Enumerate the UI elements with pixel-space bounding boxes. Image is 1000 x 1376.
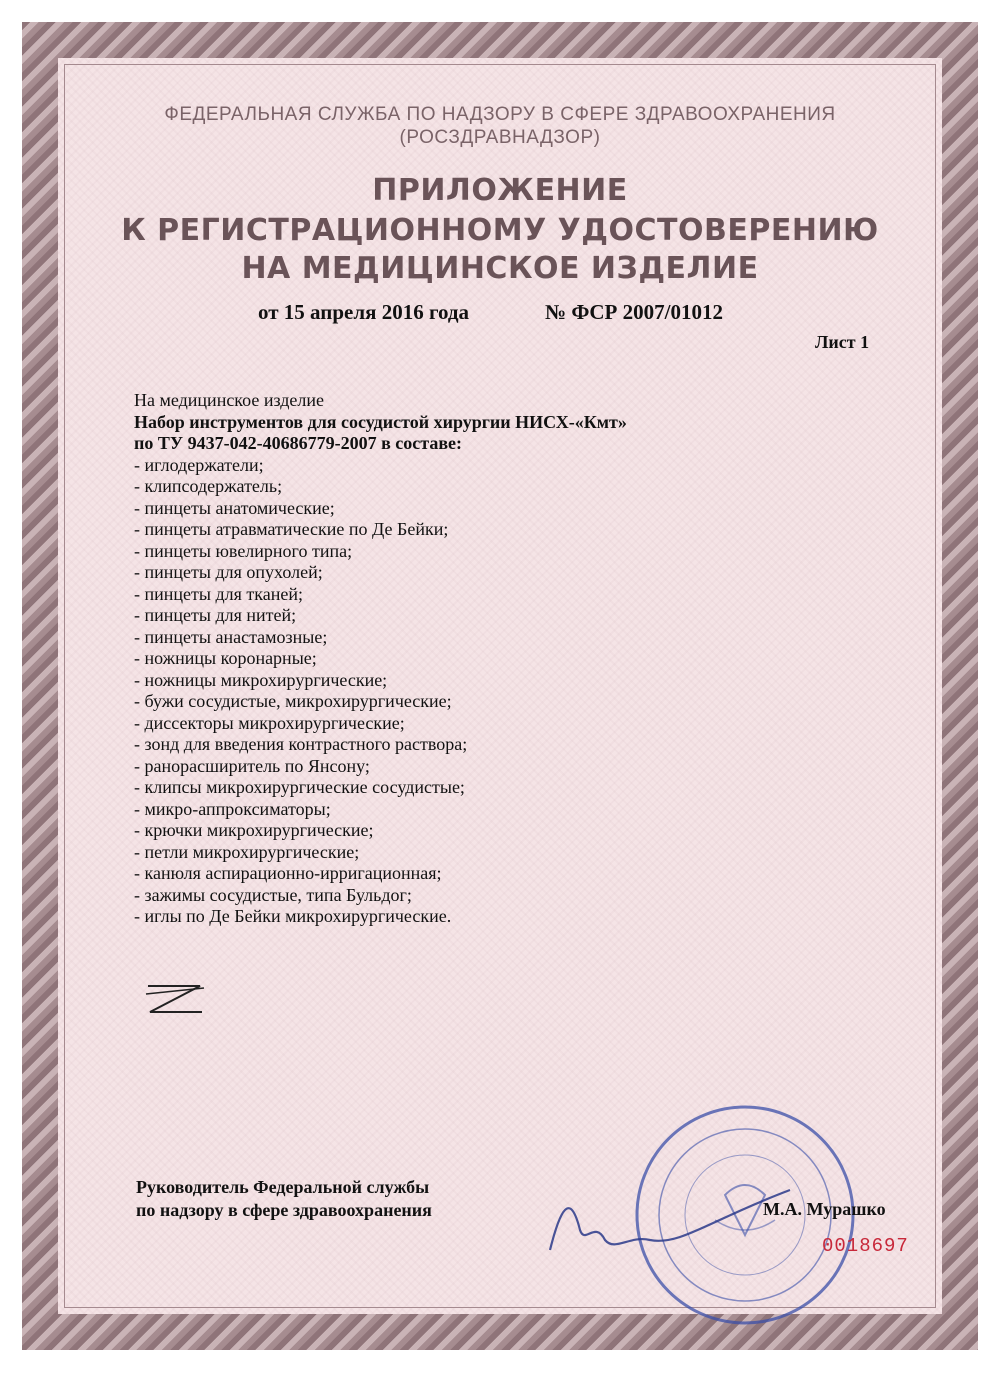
document-body xyxy=(134,390,894,928)
list-item: - клипсодержатель; xyxy=(134,476,283,496)
list-item: - пинцеты для тканей; xyxy=(134,583,303,604)
z-closure-mark xyxy=(140,980,210,1020)
list-item: - диссекторы микрохирургические; xyxy=(134,712,405,733)
list-item: - пинцеты анатомические; xyxy=(134,497,335,518)
document-title-line3: НА МЕДИЦИНСКОЕ ИЗДЕЛИЕ xyxy=(241,251,759,286)
list-item: - пинцеты атравматические по Де Бейки; xyxy=(134,519,449,539)
registration-number: № ФСР 2007/01012 xyxy=(545,300,723,324)
signer-name: М.А. Мурашко xyxy=(763,1199,886,1219)
list-item: - зонд для введения контрастного раствора; xyxy=(134,734,468,754)
signer-position-line1: Руководитель Федеральной службы xyxy=(136,1177,430,1197)
list-item: - иглодержатели; xyxy=(134,454,264,475)
list-item: - петли микрохирургические; xyxy=(134,841,360,862)
list-item: - ножницы микрохирургические; xyxy=(134,669,388,690)
list-item: - иглы по Де Бейки микрохирургические. xyxy=(134,906,452,926)
list-item: - пинцеты анастамозные; xyxy=(134,626,328,647)
sheet-number: Лист 1 xyxy=(815,332,870,352)
list-item: - ножницы коронарные; xyxy=(134,648,317,668)
list-item: - зажимы сосудистые, типа Бульдог; xyxy=(134,884,412,905)
issue-date: от 15 апреля 2016 года xyxy=(258,300,470,324)
product-name: Набор инструментов для сосудистой хирургии НИСХ-«Кмт» xyxy=(134,411,627,432)
list-item: - бужи сосудистые, микрохирургические; xyxy=(134,691,452,711)
list-item: - микро-аппроксиматоры; xyxy=(134,798,331,819)
list-item: - канюля аспирационно-ирригационная; xyxy=(134,863,442,883)
component-list xyxy=(134,455,894,928)
list-item: - пинцеты ювелирного типа; xyxy=(134,540,353,561)
list-item: - крючки микрохирургические; xyxy=(134,820,374,840)
list-item: - ранорасширитель по Янсону; xyxy=(134,755,370,776)
signer-position-line2: по надзору в сфере здравоохранения xyxy=(136,1200,432,1220)
document-title-line1: ПРИЛОЖЕНИЕ xyxy=(372,173,628,208)
product-spec: по ТУ 9437-042-40686779-2007 в составе: xyxy=(134,433,463,453)
list-item: - пинцеты для нитей; xyxy=(134,605,297,625)
signer-position xyxy=(136,1176,432,1222)
handwritten-signature xyxy=(540,1180,800,1260)
agency-name: ФЕДЕРАЛЬНАЯ СЛУЖБА ПО НАДЗОРУ В СФЕРЕ ЗДРАВООХРАНЕНИЯ xyxy=(164,104,836,125)
serial-number: 0018697 xyxy=(822,1235,909,1257)
list-item: - клипсы микрохирургические сосудистые; xyxy=(134,777,465,797)
document-title-line2: К РЕГИСТРАЦИОННОМУ УДОСТОВЕРЕНИЮ xyxy=(121,213,879,248)
intro-text: На медицинское изделие xyxy=(134,390,325,410)
agency-abbreviation: (РОСЗДРАВНАДЗОР) xyxy=(399,127,601,148)
list-item: - пинцеты для опухолей; xyxy=(134,562,323,582)
